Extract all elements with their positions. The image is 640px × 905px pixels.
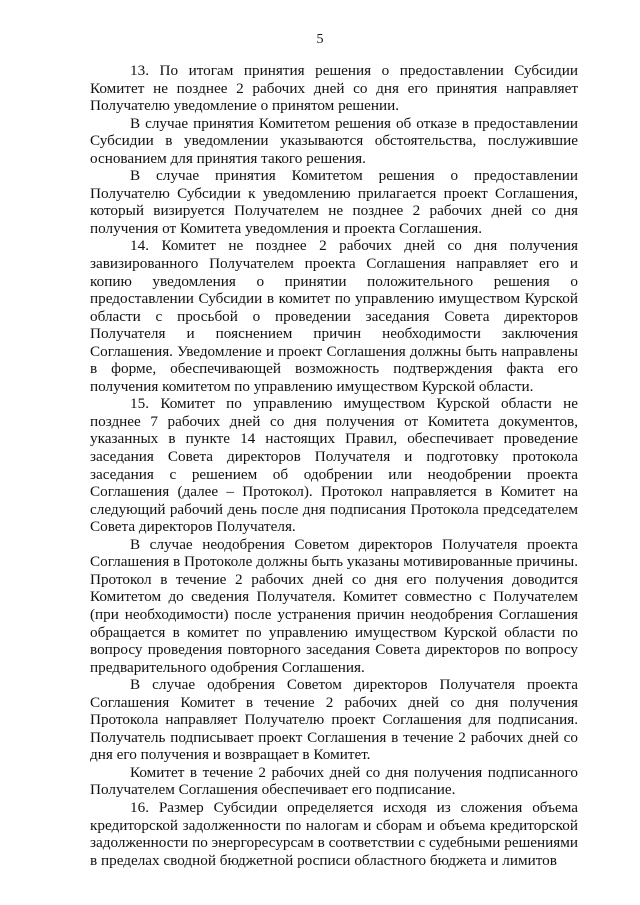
paragraph-disapproval-case: В случае неодобрения Советом директоров Получателя проекта Соглашения в Протоколе должны быть указаны мотивированные причины. Протокол в течение 2 рабочих дней со дня его получения доводится Комитетом до сведения Получателя. Комитет совместно с Получателем (при необходимости) после устранения причин неодобрения Соглашения обращается в комитет по управлению имуществом Курской области по вопросу проведения повторного заседания Совета директоров по вопросу предварительного одобрения Соглашения. (90, 535, 578, 676)
paragraph-refusal-case: В случае принятия Комитетом решения об отказе в предоставлении Субсидии в уведомлении указываются обстоятельства, послужившие основанием для принятия такого решения. (90, 114, 578, 167)
paragraph-16: 16. Размер Субсидии определяется исходя из сложения объема кредиторской задолженности по налогам и сборам и объема кредиторской задолженности по энергоресурсам в соответствии с судебными решениями в пределах сводной бюджетной росписи областного бюджета и лимитов (90, 798, 578, 869)
document-body (90, 62, 578, 869)
paragraph-13: 13. По итогам принятия решения о предоставлении Субсидии Комитет не позднее 2 рабочих дней со дня его принятия направляет Получателю уведомление о принятом решении. (90, 62, 578, 115)
paragraph-14: 14. Комитет не позднее 2 рабочих дней со дня получения завизированного Получателем проекта Соглашения направляет его и копию уведомления о принятии положительного решения о предоставлении Субсидии в комитет по управлению имуществом Курской области с просьбой о проведении заседания Совета директоров Получателя и пояснением причин необходимости заключения Соглашения. Уведомление и проект Соглашения должны быть направлены в форме, обеспечивающей возможность подтверждения факта его получения комитетом по управлению имуществом Курской области. (90, 237, 578, 395)
page-number: 5 (316, 32, 324, 47)
paragraph-committee-signing: Комитет в течение 2 рабочих дней со дня получения подписанного Получателем Соглашения обеспечивает его подписание. (90, 763, 578, 799)
paragraph-board-approval-case: В случае одобрения Советом директоров Получателя проекта Соглашения Комитет в течение 2 рабочих дней со дня получения Протокола направляет Получателю проект Соглашения для подписания. Получатель подписывает проект Соглашения в течение 2 рабочих дней со дня его получения и возвращает в Комитет. (90, 676, 578, 764)
paragraph-15: 15. Комитет по управлению имуществом Курской области не позднее 7 рабочих дней со дня получения от Комитета документов, указанных в пункте 14 настоящих Правил, обеспечивает проведение заседания Совета директоров Получателя и подготовку протокола заседания с решением об одобрении или неодобрении проекта Соглашения (далее – Протокол). Протокол направляется в Комитет на следующий рабочий день после дня подписания Протокола председателем Совета директоров Получателя. (90, 395, 578, 536)
paragraph-approval-case: В случае принятия Комитетом решения о предоставлении Получателю Субсидии к уведомлению прилагается проект Соглашения, который визируется Получателем не позднее 2 рабочих дней со дня получения от Комитета уведомления и проекта Соглашения. (90, 167, 578, 237)
